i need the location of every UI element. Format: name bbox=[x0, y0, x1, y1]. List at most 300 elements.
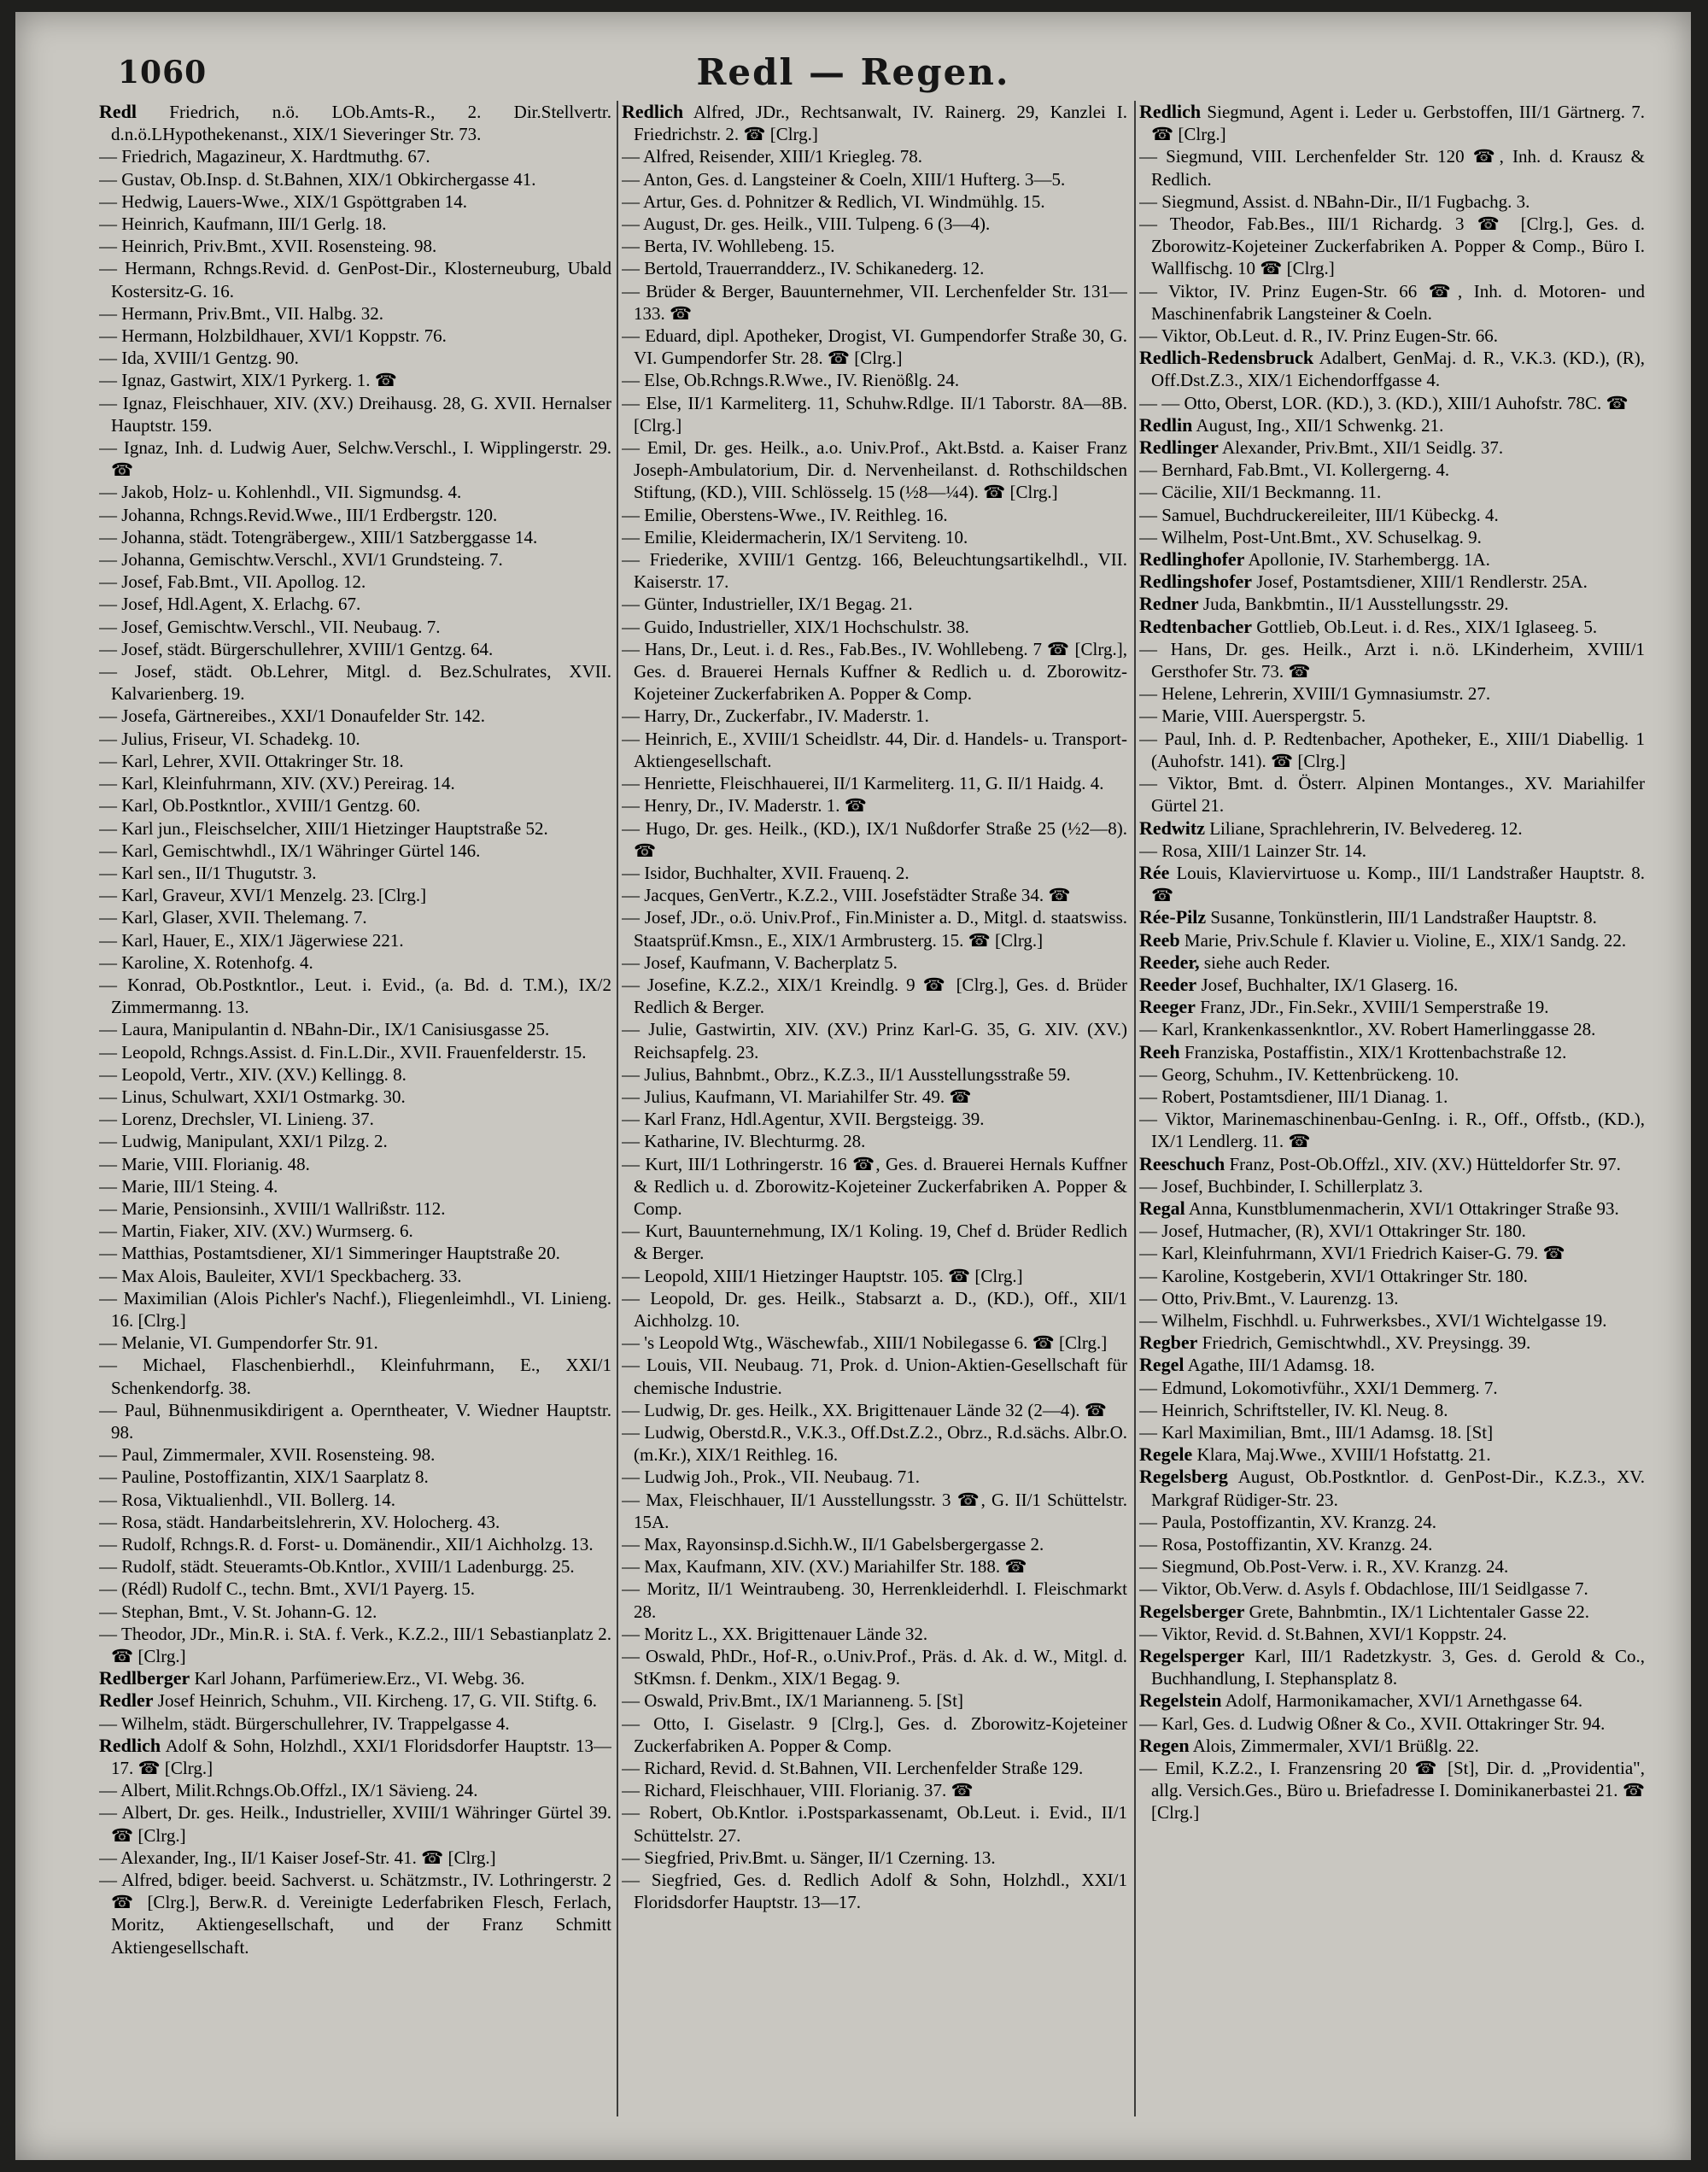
directory-entry bbox=[99, 347, 611, 369]
column-2 bbox=[622, 101, 1127, 2116]
entry-surname: Redlich bbox=[99, 1734, 161, 1756]
entry-surname: Reeder bbox=[1139, 973, 1197, 995]
entry-text: Alois, Zimmermaler, XVI/1 Brüßlg. 22. bbox=[1189, 1735, 1479, 1756]
directory-entry bbox=[99, 1130, 611, 1152]
directory-entry bbox=[1139, 906, 1645, 928]
directory-entry bbox=[99, 974, 611, 1018]
directory-entry bbox=[1139, 548, 1645, 571]
directory-entry bbox=[1139, 996, 1645, 1018]
directory-entry bbox=[99, 1489, 611, 1511]
entry-text: — Viktor, Ob.Leut. d. R., IV. Prinz Eugen-Str. 66. bbox=[1139, 325, 1499, 347]
entry-text: — Leopold, XIII/1 Hietzinger Hauptstr. 105. ☎ [Clrg.] bbox=[622, 1265, 1023, 1286]
entry-text: — Hermann, Rchngs.Revid. d. GenPost-Dir., Klosterneuburg, Ubald Kostersitz-G. 16. bbox=[99, 258, 611, 302]
directory-entry bbox=[1139, 951, 1645, 974]
entry-surname: Redlich-Redensbruck bbox=[1139, 347, 1314, 369]
entry-text: — Julius, Kaufmann, VI. Mariahilfer Str. 49. ☎ bbox=[622, 1086, 972, 1107]
directory-entry bbox=[99, 1779, 611, 1801]
entry-text: Friedrich, n.ö. LOb.Amts-R., 2. Dir.Stellvertr. d.n.ö.LHypothekenanst., XIX/1 Sieveringer Str. 73. bbox=[111, 102, 611, 145]
entry-text: — Günter, Industrieller, IX/1 Begag. 21. bbox=[622, 594, 913, 615]
entry-text: — Guido, Industrieller, XIX/1 Hochschulstr. 38. bbox=[622, 616, 969, 637]
directory-entry bbox=[1139, 481, 1645, 503]
directory-entry bbox=[622, 728, 1127, 772]
entry-text: — Emilie, Kleidermacherin, IX/1 Serviteng. 10. bbox=[622, 526, 968, 547]
entry-text: — Hedwig, Lauers-Wwe., XIX/1 Gspöttgraben 14. bbox=[99, 190, 467, 212]
directory-entry bbox=[1139, 1332, 1645, 1354]
directory-entry bbox=[1139, 1041, 1645, 1063]
directory-entry bbox=[1139, 325, 1645, 347]
entry-text: — Max Alois, Bauleiter, XVI/1 Speckbacherg. 33. bbox=[99, 1265, 462, 1286]
directory-entry bbox=[1139, 1689, 1645, 1712]
entry-surname: Regel bbox=[1139, 1354, 1184, 1376]
entry-text: — Harry, Dr., Zuckerfabr., IV. Maderstr. 1. bbox=[622, 705, 929, 727]
entry-text: — Kurt, III/1 Lothringerstr. 16 ☎, Ges. d. Brauerei Hernals Kuffner & Redlich u. d. Zborowitz-Kojeteiner Zuckerfabriken A. Popper & Comp. bbox=[622, 1153, 1127, 1219]
directory-entry bbox=[622, 1645, 1127, 1689]
entry-text: — Ludwig, Dr. ges. Heilk., XX. Brigittenauer Lände 32 (2—4). ☎ bbox=[622, 1399, 1107, 1420]
directory-entry bbox=[99, 929, 611, 951]
directory-entry bbox=[1139, 1018, 1645, 1040]
entry-text: — Albert, Dr. ges. Heilk., Industrieller, XVIII/1 Währinger Gürtel 39. ☎ [Clrg.] bbox=[99, 1802, 611, 1846]
directory-entry bbox=[99, 728, 611, 750]
directory-entry bbox=[99, 1801, 611, 1846]
directory-entry bbox=[622, 280, 1127, 325]
directory-entry bbox=[622, 436, 1127, 504]
entry-text: — Hans, Dr. ges. Heilk., Arzt i. n.ö. LKinderheim, XVIII/1 Gersthofer Str. 73. ☎ bbox=[1139, 638, 1645, 682]
entry-text: — Siegfried, Ges. d. Redlich Adolf & Sohn, Holzhdl., XXI/1 Floridsdorfer Hauptstr. 13—17. bbox=[622, 1870, 1127, 1913]
entry-text: — Matthias, Postamtsdiener, XI/1 Simmeringer Hauptstraße 20. bbox=[99, 1243, 560, 1264]
entry-text: — Karl, Lehrer, XVII. Ottakringer Str. 18. bbox=[99, 750, 404, 771]
entry-text: — Jacques, GenVertr., K.Z.2., VIII. Josefstädter Straße 34. ☎ bbox=[622, 885, 1071, 906]
entry-text: Adalbert, GenMaj. d. R., V.K.3. (KD.), (R), Off.Dst.Z.3., XIX/1 Eichendorffgasse 4. bbox=[1151, 348, 1645, 391]
entry-text: — Rudolf, Rchngs.R. d. Forst- u. Domänendir., XII/1 Aichholzg. 13. bbox=[99, 1534, 594, 1554]
entry-text: — Martin, Fiaker, XIV. (XV.) Wurmserg. 6. bbox=[99, 1221, 413, 1242]
entry-text: — (Rédl) Rudolf C., techn. Bmt., XVI/1 Payerg. 15. bbox=[99, 1578, 475, 1600]
entry-text: August, Ing., XII/1 Schwenkg. 21. bbox=[1192, 414, 1444, 436]
entry-text: — Karl, Graveur, XVI/1 Menzelg. 23. [Clrg.] bbox=[99, 885, 427, 906]
directory-entry bbox=[622, 1220, 1127, 1264]
entry-text: — Siegmund, VIII. Lerchenfelder Str. 120 ☎, Inh. d. Krausz & Redlich. bbox=[1139, 146, 1645, 190]
entry-text: Adolf, Harmonikamacher, XVI/1 Arnethgasse 64. bbox=[1221, 1690, 1583, 1712]
entry-text: — Julius, Bahnbmt., Obrz., K.Z.3., II/1 Ausstellungsstraße 59. bbox=[622, 1063, 1071, 1085]
directory-entry bbox=[99, 593, 611, 615]
entry-text: — Karl, Ob.Postkntlor., XVIII/1 Gentzg. 60. bbox=[99, 795, 421, 817]
entry-text: — Robert, Ob.Kntlor. i.Postsparkassenamt, Ob.Leut. i. Evid., II/1 Schüttelstr. 27. bbox=[622, 1802, 1127, 1846]
directory-entry bbox=[622, 548, 1127, 593]
entry-text: — Viktor, Marinemaschinenbau-GenIng. i. R., Off., Offstb., (KD.), IX/1 Lendlerg. 11. ☎ bbox=[1139, 1109, 1645, 1152]
entry-text: — Bertold, Trauerrandderz., IV. Schikanederg. 12. bbox=[622, 258, 985, 279]
entry-text: — Max, Rayonsinsp.d.Sichh.W., II/1 Gabelsbergergasse 2. bbox=[622, 1534, 1044, 1554]
entry-text: — — Otto, Oberst, LOR. (KD.), 3. (KD.), XIII/1 Auhofstr. 78C. ☎ bbox=[1139, 392, 1629, 413]
directory-entry bbox=[1139, 1377, 1645, 1399]
directory-entry bbox=[99, 951, 611, 974]
entry-text: — Richard, Revid. d. St.Bahnen, VII. Lerchenfelder Straße 129. bbox=[622, 1758, 1084, 1779]
entry-text: — Karoline, Kostgeberin, XVI/1 Ottakringer Str. 180. bbox=[1139, 1265, 1528, 1286]
entry-text: Friedrich, Gemischtwhdl., XV. Preysingg. 39. bbox=[1197, 1332, 1531, 1354]
directory-entry bbox=[99, 101, 611, 145]
directory-entry bbox=[99, 392, 611, 436]
entry-text: — Josef, Fab.Bmt., VII. Apollog. 12. bbox=[99, 571, 366, 593]
directory-entry bbox=[99, 1175, 611, 1197]
directory-entry bbox=[99, 862, 611, 884]
entry-text: — Brüder & Berger, Bauunternehmer, VII. Lerchenfelder Str. 131—133. ☎ bbox=[622, 280, 1127, 324]
directory-entry bbox=[1139, 1108, 1645, 1152]
entry-surname: Regelstein bbox=[1139, 1689, 1222, 1712]
entry-text: — Paul, Zimmermaler, XVII. Rosensteing. 98. bbox=[99, 1444, 436, 1466]
entry-text: — Konrad, Ob.Postkntlor., Leut. i. Evid., (a. Bd. d. T.M.), IX/2 Zimmermanng. 13. bbox=[99, 974, 611, 1018]
entry-text: — Siegmund, Ob.Post-Verw. i. R., XV. Kranzg. 24. bbox=[1139, 1556, 1509, 1578]
entry-text: — Marie, VIII. Florianig. 48. bbox=[99, 1153, 310, 1174]
directory-columns bbox=[99, 101, 1645, 2116]
directory-entry bbox=[1139, 213, 1645, 280]
directory-entry bbox=[622, 1757, 1127, 1779]
entry-text: — Heinrich, Schriftsteller, IV. Kl. Neug. 8. bbox=[1139, 1399, 1448, 1420]
directory-entry bbox=[1139, 436, 1645, 459]
entry-text: — Emilie, Oberstens-Wwe., IV. Reithleg. 16. bbox=[622, 504, 948, 525]
entry-text: — Viktor, Ob.Verw. d. Asyls f. Obdachlose, III/1 Seidlgasse 7. bbox=[1139, 1578, 1588, 1600]
directory-entry bbox=[622, 101, 1127, 145]
directory-entry bbox=[1139, 862, 1645, 906]
entry-text: Agathe, III/1 Adamsg. 18. bbox=[1184, 1355, 1375, 1376]
entry-text: Karl, III/1 Radetzkystr. 3, Ges. d. Gerold & Co., Buchhandlung, I. Stephansplatz 8. bbox=[1151, 1646, 1645, 1689]
entry-text: — Maximilian (Alois Pichler's Nachf.), Fliegenleimhdl., VI. Linieng. 16. [Clrg.] bbox=[99, 1287, 611, 1331]
entry-text: — Jakob, Holz- u. Kohlenhdl., VII. Sigmundsg. 4. bbox=[99, 482, 462, 503]
directory-entry bbox=[622, 1712, 1127, 1757]
entry-text: — Oswald, Priv.Bmt., IX/1 Marianneng. 5. [St] bbox=[622, 1690, 963, 1712]
entry-text: — Karl, Ges. d. Ludwig Oßner & Co., XVII. Ottakringer Str. 94. bbox=[1139, 1712, 1606, 1734]
directory-entry bbox=[622, 504, 1127, 526]
entry-text: Siegmund, Agent i. Leder u. Gerbstoffen, III/1 Gärtnerg. 7. ☎ [Clrg.] bbox=[1151, 102, 1645, 145]
directory-entry bbox=[1139, 1063, 1645, 1086]
entry-surname: Redlich bbox=[622, 101, 684, 122]
entry-surname: Rée-Pilz bbox=[1139, 906, 1207, 928]
directory-entry bbox=[622, 235, 1127, 257]
directory-entry bbox=[99, 145, 611, 167]
entry-text: — Stephan, Bmt., V. St. Johann-G. 12. bbox=[99, 1601, 377, 1622]
entry-text: — Theodor, Fab.Bes., III/1 Richardg. 3 ☎ [Clrg.], Ges. d. Zborowitz-Kojeteiner Zuckerfabriken A. Popper & Comp., Büro I. Wallfischg. 10 ☎ [Clrg.] bbox=[1139, 214, 1645, 279]
entry-text: — Ignaz, Fleischhauer, XIV. (XV.) Dreihausg. 28, G. XVII. Hernalser Hauptstr. 159. bbox=[99, 392, 611, 436]
directory-entry bbox=[99, 571, 611, 593]
entry-text: — Bernhard, Fab.Bmt., VI. Kollergerng. 4. bbox=[1139, 460, 1450, 481]
directory-entry bbox=[1139, 1533, 1645, 1555]
entry-text: — Karl sen., II/1 Thugutstr. 3. bbox=[99, 862, 317, 883]
entry-surname: Regelsberg bbox=[1139, 1466, 1228, 1488]
entry-text: — Johanna, Gemischtw.Verschl., XVI/1 Grundsteing. 7. bbox=[99, 549, 503, 571]
entry-text: — Wilhelm, städt. Bürgerschullehrer, IV. Trappelgasse 4. bbox=[99, 1712, 510, 1734]
directory-entry bbox=[99, 1601, 611, 1623]
entry-text: — Marie, VIII. Auerspergstr. 5. bbox=[1139, 705, 1366, 727]
entry-text: — Otto, I. Giselastr. 9 [Clrg.], Ges. d. Zborowitz-Kojeteiner Zuckerfabriken A. Popper & Comp. bbox=[622, 1712, 1127, 1756]
entry-text: — Viktor, IV. Prinz Eugen-Str. 66 ☎, Inh. d. Motoren- und Maschinenfabrik Langsteiner & Coeln. bbox=[1139, 280, 1645, 324]
entry-text: — Isidor, Buchhalter, XVII. Frauenq. 2. bbox=[622, 862, 910, 883]
entry-text: — Else, Ob.Rchngs.R.Wwe., IV. Rienößlg. 24. bbox=[622, 370, 960, 391]
entry-surname: Reeh bbox=[1139, 1040, 1180, 1063]
entry-text: Franz, Post-Ob.Offzl., XIV. (XV.) Hütteldorfer Str. 97. bbox=[1225, 1153, 1621, 1174]
entry-text: — Moritz, II/1 Weintraubeng. 30, Herrenkleiderhdl. I. Fleischmarkt 28. bbox=[622, 1578, 1127, 1622]
entry-text: — Georg, Schuhm., IV. Kettenbrückeng. 10. bbox=[1139, 1063, 1459, 1085]
entry-text: — Friederike, XVIII/1 Gentzg. 166, Beleuchtungsartikelhdl., VII. Kaiserstr. 17. bbox=[622, 549, 1127, 593]
directory-entry bbox=[1139, 1242, 1645, 1264]
directory-entry bbox=[99, 1667, 611, 1689]
directory-entry bbox=[99, 840, 611, 862]
entry-text: — Ignaz, Gastwirt, XIX/1 Pyrkerg. 1. ☎ bbox=[99, 370, 397, 391]
entry-surname: Redlinghofer bbox=[1139, 548, 1245, 571]
entry-text: — Wilhelm, Post-Unt.Bmt., XV. Schuselkag. 9. bbox=[1139, 526, 1482, 547]
entry-text: — Hugo, Dr. ges. Heilk., (KD.), IX/1 Nußdorfer Straße 25 (½2—8). ☎ bbox=[622, 817, 1127, 861]
entry-text: — August, Dr. ges. Heilk., VIII. Tulpeng. 6 (3—4). bbox=[622, 214, 991, 235]
entry-text: — Ludwig, Manipulant, XXI/1 Pilzg. 2. bbox=[99, 1131, 388, 1152]
page-number: 1060 bbox=[118, 55, 208, 91]
directory-entry bbox=[1139, 1086, 1645, 1108]
directory-entry bbox=[1139, 1578, 1645, 1600]
directory-entry bbox=[99, 1533, 611, 1555]
directory-entry bbox=[99, 1623, 611, 1667]
directory-entry bbox=[622, 1354, 1127, 1398]
entry-text: Karl Johann, Parfümeriew.Erz., VI. Webg. 36. bbox=[190, 1668, 525, 1689]
entry-text: — Ludwig Joh., Prok., VII. Neubaug. 71. bbox=[622, 1467, 921, 1488]
directory-entry bbox=[1139, 1601, 1645, 1623]
entry-text: Alfred, JDr., Rechtsanwalt, IV. Rainerg. 29, Kanzlei I. Friedrichstr. 2. ☎ [Clrg.] bbox=[634, 102, 1127, 145]
directory-entry bbox=[1139, 190, 1645, 213]
entry-text: — Linus, Schulwart, XXI/1 Ostmarkg. 30. bbox=[99, 1086, 406, 1107]
directory-entry bbox=[622, 1399, 1127, 1421]
entry-text: — Siegmund, Assist. d. NBahn-Dir., II/1 Fugbachg. 3. bbox=[1139, 190, 1530, 212]
running-head: Redl — Regen. bbox=[696, 51, 1010, 93]
entry-text: — Hermann, Priv.Bmt., VII. Halbg. 32. bbox=[99, 302, 384, 324]
entry-surname: Regelsberger bbox=[1139, 1600, 1245, 1622]
directory-entry bbox=[1139, 459, 1645, 481]
entry-text: — Richard, Fleischhauer, VIII. Florianig. 37. ☎ bbox=[622, 1780, 974, 1801]
directory-entry bbox=[1139, 638, 1645, 682]
directory-entry bbox=[99, 1443, 611, 1466]
directory-entry bbox=[99, 1354, 611, 1398]
directory-entry bbox=[622, 257, 1127, 279]
entry-text: — Karl Maximilian, Bmt., III/1 Adamsg. 18. [St] bbox=[1139, 1421, 1494, 1443]
directory-entry bbox=[99, 1712, 611, 1735]
directory-entry bbox=[1139, 504, 1645, 526]
directory-entry bbox=[622, 1466, 1127, 1488]
directory-entry bbox=[622, 705, 1127, 727]
directory-entry bbox=[99, 1086, 611, 1108]
entry-surname: Regal bbox=[1139, 1197, 1185, 1219]
entry-text: — Ludwig, Oberstd.R., V.K.3., Off.Dst.Z.2., Obrz., R.d.sächs. Albr.O.(m.Kr.), XIX/1 Reithleg. 16. bbox=[622, 1421, 1127, 1466]
directory-entry bbox=[99, 638, 611, 660]
directory-entry bbox=[622, 906, 1127, 951]
entry-text: — Emil, K.Z.2., I. Franzensring 20 ☎ [St], Dir. d. „Providentia", allg. Versich.Ges., Büro u. Briefadresse I. Dominikanerbastei 21. ☎ [Clrg.] bbox=[1139, 1758, 1645, 1824]
directory-entry bbox=[622, 1130, 1127, 1152]
entry-text: — Paul, Bühnenmusikdirigent a. Operntheater, V. Wiedner Hauptstr. 98. bbox=[99, 1399, 611, 1443]
directory-entry bbox=[622, 1287, 1127, 1332]
entry-text: — Wilhelm, Fischhdl. u. Fuhrwerksbes., XVI/1 Wichtelgasse 19. bbox=[1139, 1309, 1607, 1331]
directory-entry bbox=[99, 660, 611, 705]
directory-entry bbox=[622, 1108, 1127, 1130]
directory-entry bbox=[99, 616, 611, 638]
entry-surname: Regelsperger bbox=[1139, 1645, 1245, 1667]
directory-entry bbox=[99, 235, 611, 257]
directory-entry bbox=[622, 862, 1127, 884]
entry-text: — Josefine, K.Z.2., XIX/1 Kreindlg. 9 ☎ [Clrg.], Ges. d. Brüder Redlich & Berger. bbox=[622, 974, 1127, 1018]
entry-text: siehe auch Reder. bbox=[1199, 951, 1331, 973]
directory-entry bbox=[99, 168, 611, 190]
entry-text: Franz, JDr., Fin.Sekr., XVIII/1 Semperstraße 19. bbox=[1195, 997, 1549, 1018]
directory-entry bbox=[622, 190, 1127, 213]
directory-entry bbox=[1139, 280, 1645, 325]
directory-entry bbox=[622, 1332, 1127, 1354]
entry-text: — Oswald, PhDr., Hof-R., o.Univ.Prof., Präs. d. Ak. d. W., Mitgl. d. StKmsn. f. Denkm., XIX/1 Begag. 9. bbox=[622, 1646, 1127, 1689]
entry-text: — Michael, Flaschenbierhdl., Kleinfuhrmann, E., XXI/1 Schenkendorfg. 38. bbox=[99, 1355, 611, 1398]
entry-surname: Regen bbox=[1139, 1734, 1190, 1756]
entry-text: — Karl, Krankenkassenkntlor., XV. Robert Hamerlinggasse 28. bbox=[1139, 1019, 1596, 1040]
directory-entry bbox=[99, 481, 611, 503]
entry-text: — Julius, Friseur, VI. Schadekg. 10. bbox=[99, 728, 360, 749]
directory-entry bbox=[99, 1332, 611, 1354]
directory-entry bbox=[622, 951, 1127, 974]
entry-text: Louis, Klaviervirtuose u. Komp., III/1 Landstraßer Hauptstr. 8. ☎ bbox=[1151, 862, 1645, 906]
entry-text: — Josef, Buchbinder, I. Schillerplatz 3. bbox=[1139, 1175, 1424, 1197]
entry-text: — Hermann, Holzbildhauer, XVI/1 Koppstr. 76. bbox=[99, 325, 447, 347]
directory-entry bbox=[99, 750, 611, 772]
entry-text: — Else, II/1 Karmeliterg. 11, Schuhw.Rdlge. II/1 Taborstr. 8A—8B. [Clrg.] bbox=[622, 392, 1127, 436]
directory-entry bbox=[622, 1869, 1127, 1913]
directory-entry bbox=[99, 1041, 611, 1063]
entry-text: — Karl jun., Fleischselcher, XIII/1 Hietzinger Hauptstraße 52. bbox=[99, 817, 548, 839]
entry-text: — Emil, Dr. ges. Heilk., a.o. Univ.Prof., Akt.Bstd. a. Kaiser Franz Joseph-Ambulatorium, Dir. d. Nervenheilanst. d. Rothschildschen Stiftung, (KD.), VIII. Schlösselg. 15 (½8—¼4). ☎ [Clrg.] bbox=[622, 437, 1127, 503]
directory-entry bbox=[622, 1689, 1127, 1712]
directory-entry bbox=[1139, 974, 1645, 996]
directory-entry bbox=[99, 1265, 611, 1287]
entry-text: — Johanna, Rchngs.Revid.Wwe., III/1 Erdbergstr. 120. bbox=[99, 504, 498, 525]
directory-entry bbox=[1139, 772, 1645, 817]
entry-text: — Karl, Kleinfuhrmann, XVI/1 Friedrich Kaiser-G. 79. ☎ bbox=[1139, 1243, 1565, 1264]
directory-entry bbox=[1139, 1757, 1645, 1824]
entry-text: — Lorenz, Drechsler, VI. Linieng. 37. bbox=[99, 1109, 374, 1130]
entry-text: — Josef, städt. Ob.Lehrer, Mitgl. d. Bez.Schulrates, XVII. Kalvarienberg. 19. bbox=[99, 661, 611, 705]
directory-entry bbox=[622, 1153, 1127, 1221]
directory-entry bbox=[622, 772, 1127, 794]
entry-text: — Albert, Milit.Rchngs.Ob.Offzl., IX/1 Sävieng. 24. bbox=[99, 1780, 478, 1801]
directory-entry bbox=[99, 906, 611, 928]
entry-text: — Josef, Gemischtw.Verschl., VII. Neubaug. 7. bbox=[99, 616, 441, 637]
directory-entry bbox=[99, 504, 611, 526]
directory-entry bbox=[622, 526, 1127, 548]
directory-entry bbox=[622, 884, 1127, 906]
directory-entry bbox=[99, 257, 611, 302]
entry-text: — Viktor, Revid. d. St.Bahnen, XVI/1 Koppstr. 24. bbox=[1139, 1623, 1507, 1644]
directory-entry bbox=[1139, 840, 1645, 862]
directory-entry bbox=[1139, 101, 1645, 145]
directory-entry bbox=[1139, 616, 1645, 638]
entry-text: — Melanie, VI. Gumpendorfer Str. 91. bbox=[99, 1332, 378, 1354]
directory-entry bbox=[99, 548, 611, 571]
directory-entry bbox=[1139, 1443, 1645, 1466]
directory-entry bbox=[622, 325, 1127, 369]
directory-entry bbox=[1139, 1466, 1645, 1510]
directory-entry bbox=[1139, 1645, 1645, 1689]
entry-text: — Robert, Postamtsdiener, III/1 Dianag. 1. bbox=[1139, 1086, 1448, 1107]
entry-text: — Cäcilie, XII/1 Beckmanng. 11. bbox=[1139, 482, 1382, 503]
entry-surname: Redlingshofer bbox=[1139, 571, 1252, 593]
entry-text: — Marie, Pensionsinh., XVIII/1 Wallrißstr. 112. bbox=[99, 1197, 446, 1219]
entry-text: — Rosa, Viktualienhdl., VII. Bollerg. 14. bbox=[99, 1489, 395, 1510]
entry-text: — Josef, Kaufmann, V. Bacherplatz 5. bbox=[622, 951, 898, 973]
column-3 bbox=[1139, 101, 1645, 2116]
directory-entry bbox=[1139, 1153, 1645, 1175]
entry-text: — Henriette, Fleischhauerei, II/1 Karmeliterg. 11, G. II/1 Haidg. 4. bbox=[622, 773, 1104, 794]
directory-entry bbox=[99, 1399, 611, 1443]
entry-text: — Laura, Manipulantin d. NBahn-Dir., IX/1 Canisiusgasse 25. bbox=[99, 1019, 550, 1040]
entry-text: — Siegfried, Priv.Bmt. u. Sänger, II/1 Czerning. 13. bbox=[622, 1847, 996, 1868]
directory-entry bbox=[1139, 1735, 1645, 1757]
entry-surname: Reeb bbox=[1139, 928, 1180, 951]
directory-entry bbox=[99, 369, 611, 391]
entry-text: — Rudolf, städt. Steueramts-Ob.Kntlor., XVIII/1 Ladenburgg. 25. bbox=[99, 1556, 575, 1578]
directory-entry bbox=[622, 1623, 1127, 1645]
entry-text: — Rosa, Postoffizantin, XV. Kranzg. 24. bbox=[1139, 1534, 1433, 1554]
entry-text: — Helene, Lehrerin, XVIII/1 Gymnasiumstr. 27. bbox=[1139, 683, 1491, 705]
entry-text: — Gustav, Ob.Insp. d. St.Bahnen, XIX/1 Obkirchergasse 41. bbox=[99, 168, 536, 190]
entry-surname: Redlinger bbox=[1139, 436, 1219, 459]
entry-text: Josef, Buchhalter, IX/1 Glaserg. 16. bbox=[1196, 974, 1459, 995]
entry-text: — Viktor, Bmt. d. Österr. Alpinen Montanges., XV. Mariahilfer Gürtel 21. bbox=[1139, 773, 1645, 817]
directory-entry bbox=[99, 325, 611, 347]
directory-entry bbox=[622, 616, 1127, 638]
directory-entry bbox=[99, 817, 611, 840]
directory-entry bbox=[99, 1869, 611, 1958]
entry-text: — Friedrich, Magazineur, X. Hardtmuthg. 67. bbox=[99, 146, 430, 167]
entry-text: — Moritz L., XX. Brigittenauer Lände 32. bbox=[622, 1623, 928, 1644]
entry-surname: Redner bbox=[1139, 593, 1199, 615]
directory-entry bbox=[1139, 682, 1645, 705]
directory-entry bbox=[622, 1779, 1127, 1801]
entry-text: — Artur, Ges. d. Pohnitzer & Redlich, VI. Windmühlg. 15. bbox=[622, 190, 1045, 212]
entry-text: — Katharine, IV. Blechturmg. 28. bbox=[622, 1131, 866, 1152]
entry-text: Josef Heinrich, Schuhm., VII. Kircheng. 17, G. VII. Stiftg. 6. bbox=[153, 1690, 598, 1712]
directory-entry bbox=[99, 772, 611, 794]
directory-entry bbox=[99, 1242, 611, 1264]
directory-entry bbox=[1139, 1354, 1645, 1376]
entry-text: — Louis, VII. Neubaug. 71, Prok. d. Union-Aktien-Gesellschaft für chemische Industrie. bbox=[622, 1355, 1127, 1398]
directory-entry bbox=[1139, 1421, 1645, 1443]
entry-surname: Redlberger bbox=[99, 1667, 190, 1689]
entry-text: Juda, Bankbmtin., II/1 Ausstellungsstr. 29. bbox=[1198, 594, 1509, 615]
directory-entry bbox=[99, 1018, 611, 1040]
entry-surname: Redwitz bbox=[1139, 817, 1205, 839]
directory-entry bbox=[99, 1511, 611, 1533]
directory-entry bbox=[1139, 1265, 1645, 1287]
entry-text: — Alfred, bdiger. beeid. Sachverst. u. Schätzmstr., IV. Lothringerstr. 2 ☎ [Clrg.], Berw.R. d. Vereinigte Lederfabriken Flesch, Ferlach, Moritz, Aktiengesellschaft, und der Franz Schmitt Aktiengesellschaft. bbox=[99, 1870, 611, 1958]
directory-entry bbox=[622, 145, 1127, 167]
entry-surname: Redlin bbox=[1139, 413, 1193, 436]
entry-text: — Paula, Postoffizantin, XV. Kranzg. 24. bbox=[1139, 1511, 1437, 1532]
entry-surname: Reeder, bbox=[1139, 951, 1200, 973]
entry-text: — Heinrich, Priv.Bmt., XVII. Rosensteing. 98. bbox=[99, 236, 437, 257]
directory-entry bbox=[622, 213, 1127, 235]
entry-text: — Paul, Inh. d. P. Redtenbacher, Apotheker, E., XIII/1 Diabellig. 1 (Auhofstr. 141). ☎ [Clrg.] bbox=[1139, 728, 1645, 771]
entry-surname: Regber bbox=[1139, 1332, 1198, 1354]
directory-entry bbox=[1139, 1309, 1645, 1332]
entry-text: — Rosa, städt. Handarbeitslehrerin, XV. Holocherg. 43. bbox=[99, 1511, 500, 1532]
directory-entry bbox=[99, 1689, 611, 1712]
entry-text: — Kurt, Bauunternehmung, IX/1 Koling. 19, Chef d. Brüder Redlich & Berger. bbox=[622, 1221, 1127, 1264]
directory-entry bbox=[622, 1086, 1127, 1108]
directory-entry bbox=[1139, 347, 1645, 391]
entry-text: — Berta, IV. Wohllebeng. 15. bbox=[622, 236, 835, 257]
directory-entry bbox=[622, 794, 1127, 817]
directory-entry bbox=[99, 1555, 611, 1578]
entry-text: — Josef, Hdl.Agent, X. Erlachg. 67. bbox=[99, 594, 361, 615]
directory-entry bbox=[1139, 526, 1645, 548]
entry-surname: Redtenbacher bbox=[1139, 615, 1252, 637]
entry-text: — Heinrich, Kaufmann, III/1 Gerlg. 18. bbox=[99, 214, 387, 235]
directory-entry bbox=[99, 1063, 611, 1086]
